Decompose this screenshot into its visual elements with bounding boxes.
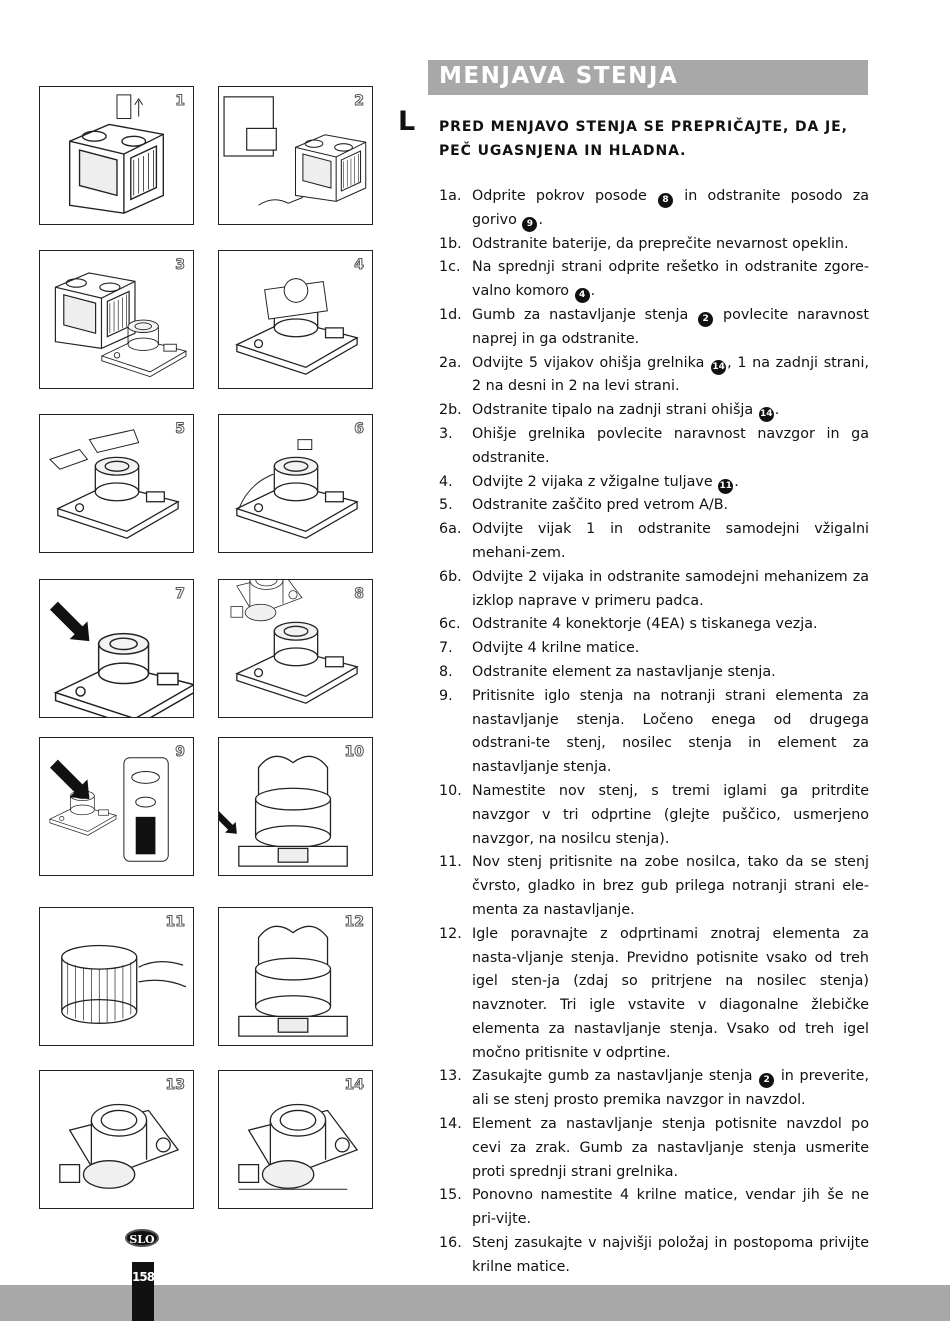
instruction-step	[439, 399, 869, 423]
panel-number: 6	[354, 421, 364, 437]
illustration-panel-7	[39, 579, 194, 718]
instruction-step	[439, 233, 869, 257]
step-text: Odstranite 4 konektorje (4EA) s tiskanega vezja.	[472, 616, 818, 633]
step-text: Odvijte vijak 1 in odstranite samodejni vžigalni mehani-zem.	[472, 521, 869, 561]
illustration-drawing	[40, 415, 193, 552]
illustration-panel-4	[218, 250, 373, 389]
instruction-step	[439, 780, 869, 851]
step-number: 8.	[439, 663, 453, 680]
step-text: Odvijte 4 krilne matice.	[472, 640, 640, 657]
step-text: Odstranite element za nastavljanje stenja.	[472, 663, 776, 680]
page-number: 158	[132, 1270, 155, 1284]
panel-number: 4	[354, 257, 364, 273]
step-text: Na sprednji strani odprite rešetko in odstranite zgore-valno komoro 4 .	[472, 259, 869, 299]
step-text: Pritisnite iglo stenja na notranji strani elementa za nastavljanje stenja. Ločeno enega od drugega odstrani-te stenj, nosilec stenja in element za nastavljanje stenja.	[472, 687, 869, 776]
step-text: Ohišje grelnika povlecite naravnost navzgor in ga odstranite.	[472, 425, 869, 466]
illustration-panel-12	[218, 907, 373, 1046]
illustration-drawing	[219, 251, 372, 388]
illustration-panel-11	[39, 907, 194, 1046]
illustration-panel-14	[218, 1070, 373, 1209]
instruction-step	[439, 1065, 869, 1113]
part-number-badge: 4	[575, 288, 590, 303]
illustration-panel-13	[39, 1070, 194, 1209]
instruction-step	[439, 661, 869, 685]
step-number: 6a.	[439, 521, 462, 538]
step-number: 1c.	[439, 259, 461, 276]
panel-number: 10	[344, 744, 364, 760]
step-number: 13.	[439, 1068, 462, 1085]
instruction-step	[439, 1113, 869, 1184]
language-badge: SLO	[125, 1229, 159, 1247]
panel-number: 13	[165, 1077, 185, 1093]
step-number: 6b.	[439, 568, 462, 585]
step-number: 5.	[439, 497, 453, 514]
step-text: Element za nastavljanje stenja potisnite navzdol po cevi za zrak. Gumb za nastavljanje stenja usmerite proti sprednji strani grelnika.	[472, 1116, 869, 1180]
step-number: 7.	[439, 640, 453, 657]
step-number: 1d.	[439, 306, 462, 323]
instruction-step	[439, 637, 869, 661]
step-number: 16.	[439, 1235, 462, 1252]
step-number: 14.	[439, 1116, 462, 1133]
section-letter: L	[398, 106, 416, 137]
instruction-step	[439, 471, 869, 495]
instruction-step	[439, 423, 869, 471]
illustration-drawing	[219, 415, 372, 552]
illustration-panel-9	[39, 737, 194, 876]
illustration-panel-6	[218, 414, 373, 553]
instruction-step	[439, 494, 869, 518]
instruction-step	[439, 1184, 869, 1232]
instruction-step	[439, 304, 869, 352]
step-number: 10.	[439, 782, 462, 799]
step-number: 12.	[439, 925, 462, 942]
step-text: Odprite pokrov posode 8 in odstranite posodo za gorivo 9 .	[472, 188, 869, 228]
instruction-step	[439, 518, 869, 566]
instruction-step	[439, 185, 869, 233]
instruction-step	[439, 685, 869, 780]
part-number-badge: 9	[522, 217, 537, 232]
step-text: Zasukajte gumb za nastavljanje stenja 2 in preverite, ali se stenj prosto premika navzgor in navzdol.	[472, 1068, 869, 1109]
panel-number: 12	[344, 914, 364, 930]
step-text: Igle poravnajte z odprtinami znotraj elementa za nasta-vljanje stenja. Previdno potisnite vsako od treh igel sten-ja (zdaj so pritrjene na nosilec stenja) navznoter. Tri igle vstavite v diagonalne žlebičke elementa za nastavljanje stenja. Vsako od treh igel močno pritisnite v odprtine.	[472, 925, 869, 1061]
step-text: Odvijte 2 vijaka z vžigalne tuljave 11 .	[472, 474, 739, 490]
panel-number: 7	[175, 586, 185, 602]
illustration-panel-2	[218, 86, 373, 225]
step-number: 9.	[439, 687, 453, 704]
step-text: Stenj zasukajte v najvišji položaj in postopoma privijte krilne matice.	[472, 1235, 869, 1275]
illustration-drawing	[219, 580, 372, 717]
panel-number: 1	[175, 93, 185, 109]
part-number-badge: 2	[759, 1073, 774, 1088]
illustration-drawing	[219, 87, 372, 224]
step-number: 1a.	[439, 188, 462, 204]
illustration-drawing	[40, 87, 193, 224]
illustration-drawing	[40, 738, 193, 875]
part-number-badge: 2	[698, 312, 713, 327]
instruction-step	[439, 256, 869, 304]
panel-number: 3	[175, 257, 185, 273]
instruction-step	[439, 352, 869, 400]
safety-warning	[439, 115, 869, 163]
illustration-drawing	[40, 580, 193, 717]
part-number-badge: 8	[658, 193, 673, 208]
panel-number: 2	[354, 93, 364, 109]
section-title: MENJAVA STENJA	[439, 63, 679, 89]
illustration-drawing	[40, 251, 193, 388]
step-number: 3.	[439, 425, 453, 442]
step-text: Odstranite tipalo na zadnji strani ohišja 14 .	[472, 402, 779, 418]
instruction-step	[439, 613, 869, 637]
instruction-steps	[439, 185, 869, 1280]
instruction-step	[439, 923, 869, 1066]
panel-number: 9	[175, 744, 185, 760]
illustration-panel-5	[39, 414, 194, 553]
step-number: 4.	[439, 473, 453, 490]
step-text: Namestite nov stenj, s tremi iglami ga pritrdite navzgor v tri odprtine (glejte puščico, usmerjeno navzgor, na nosilcu stenja).	[472, 782, 869, 847]
step-number: 2b.	[439, 402, 462, 419]
instruction-step	[439, 851, 869, 922]
step-number: 11.	[439, 854, 462, 871]
step-text: Odstranite zaščito pred vetrom A/B.	[472, 497, 729, 514]
warning-line-2: PEČ UGASNJENA IN HLADNA.	[439, 143, 687, 159]
instruction-step	[439, 566, 869, 614]
section-title-bar	[428, 60, 868, 95]
step-number: 2a.	[439, 354, 462, 371]
panel-number: 11	[165, 914, 185, 930]
illustration-panel-8	[218, 579, 373, 718]
step-text: Odvijte 2 vijaka in odstranite samodejni mehanizem za izklop naprave v primeru padca.	[472, 568, 869, 609]
illustration-panel-3	[39, 250, 194, 389]
step-text: Nov stenj pritisnite na zobe nosilca, tako da se stenj čvrsto, gladko in brez gub prilega notranji strani ele-menta za nastavljanje.	[472, 854, 869, 918]
instruction-step	[439, 1232, 869, 1280]
part-number-badge: 11	[718, 479, 733, 494]
illustration-panel-10	[218, 737, 373, 876]
panel-number: 14	[344, 1077, 364, 1093]
illustration-panel-1	[39, 86, 194, 225]
panel-number: 8	[354, 586, 364, 602]
step-text: Odstranite baterije, da preprečite nevarnost opeklin.	[472, 235, 849, 252]
step-text: Ponovno namestite 4 krilne matice, vendar jih še ne pri-vijte.	[472, 1187, 869, 1228]
step-number: 6c.	[439, 616, 461, 633]
step-text: Odvijte 5 vijakov ohišja grelnika 14 , 1 na zadnji strani, 2 na desni in 2 na levi strani.	[472, 354, 869, 395]
part-number-badge: 14	[759, 407, 774, 422]
panel-number: 5	[175, 421, 185, 437]
part-number-badge: 14	[711, 360, 726, 375]
step-number: 15.	[439, 1187, 462, 1204]
warning-line-1: PRED MENJAVO STENJA SE PREPRIČAJTE, DA JE,	[439, 119, 848, 135]
step-number: 1b.	[439, 235, 462, 252]
step-text: Gumb za nastavljanje stenja 2 povlecite naravnost naprej in ga odstranite.	[472, 306, 869, 347]
